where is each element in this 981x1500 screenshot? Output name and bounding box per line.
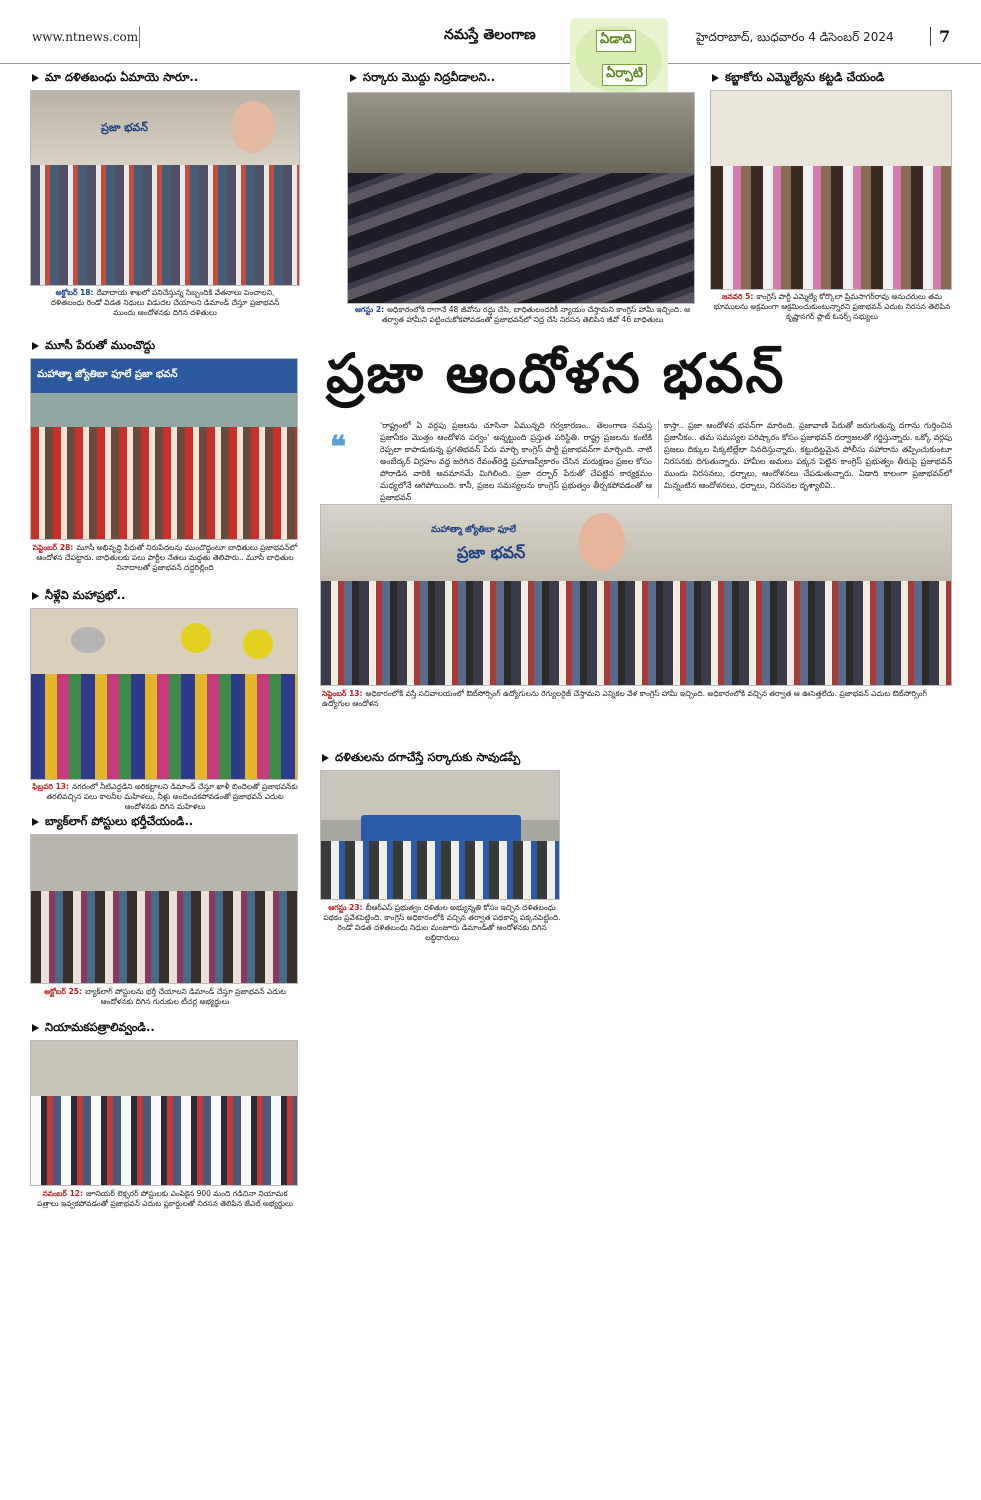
section-head-niyamaka: నియామకపత్రాలివ్వండి.. [32, 1020, 155, 1037]
page-number: 7 [930, 27, 950, 46]
column-rule [658, 420, 659, 498]
badge-line-2: ఏర్పాటి [602, 64, 647, 86]
gate-sign: మహాత్మా జ్యోతిబా ఫూలే ప్రజా భవన్ [37, 369, 178, 380]
photo-praja-bhavan-main [320, 504, 952, 686]
caption-backlog: అక్టోబర్ 25: బ్యాక్‌లాగ్ పోస్టులను భర్తీ చేయాలని డిమాండ్ చేస్తూ ప్రజాభవన్ ఎదుట ఆందోళనకు దిగిన గురుకుల టీచర్ల అభ్యర్థులు [44, 987, 286, 1006]
caption-sarkaru: ఆగస్టు 2: అధికారంలోకి రాగానే 48 జీవోను రద్దు చేసి, బాధితులందరికీ న్యాయం చేస్తామని కాంగ్రెస్ హామీ ఇచ్చింది. ఆ తర్వాత హామీని పట్టించుకోకపోవడంతో ప్రజాభవన్‌లో నిద్ర చేసి నిరసన తెలిపిన జీవో 46 బాధితులు [355, 305, 690, 324]
section-head-musi: మూసీ పేరుతో ముంచొద్దు [32, 338, 155, 355]
photo-musi [30, 358, 298, 540]
praja-bhavan-sign: ప్రజా భవన్ [457, 543, 526, 562]
badge-line-1: ఏడాది [596, 30, 636, 52]
photo-niyamaka [30, 1040, 298, 1186]
newspaper-name: నమస్తే తెలంగాణ [444, 27, 536, 43]
section-head-sarkaru: సర్కారు మొద్దు నిద్రవీడాలని.. [350, 70, 495, 87]
caption-musi: సెప్టెంబర్ 28: మూసీ అభివృద్ధి పేరుతో నిరుపేదలను ముంచొద్దంటూ బాధితులు ప్రజాభవన్‌లో ఆందోళన చేపట్టారు. బాధితులకు పలు పార్టీల నేతలు మద్దతు తెలిపారు.. మూసీ బాధితుల నినాదాలతో ప్రజాభవన్ దద్దరిల్లింది [32, 543, 298, 572]
section-head-kabza: కబ్జాకోరు ఎమ్మెల్యేను కట్టడి చేయండి [712, 70, 884, 87]
phule-sign: మహాత్మా జ్యోతిబా ఫూలే [431, 525, 516, 535]
photo-dalitulanu [320, 770, 560, 900]
praja-bhavan-sign: ప్రజా భవన్ [101, 121, 148, 134]
triangle-bullet-icon [32, 74, 39, 82]
photo-sarkaru [347, 92, 695, 304]
anniversary-badge [570, 18, 668, 100]
caption-main: సెప్టెంబర్ 13: అధికారంలోకి వస్తే సచివాలయంలో ఔట్‌సోర్సింగ్ ఉద్యోగులను రెగ్యులరైజ్ చేస్తామని ఎన్నికల వేళ కాంగ్రెస్ హామీ ఇచ్చింది. అధికారంలోకి వచ్చిన తర్వాత ఆ ఊసెత్తలేదు. ప్రజాభవన్ ఎదుట ఔట్‌సోర్సింగ్ ఉద్యోగుల ఆందోళన [322, 689, 927, 708]
caption-kabza: జనవరి 5: కాంగ్రెస్ పార్టీ ఎమ్మెల్యే కోర్కొలా ప్రేమసాగర్‌రావు అనుచరులు తమ భూములను అక్రమంగా ఆక్రమించుకుంటున్నారని ప్రజాభవన్ ఎదుట నిరసన తెలిపిన కృష్ణానగర్ ప్లాట్ ఓనర్స్ సభ్యులు [713, 292, 951, 321]
photo-dalitabandhu [30, 90, 300, 286]
site-url[interactable]: www.ntnews.com [32, 30, 139, 44]
photo-backlog [30, 834, 298, 984]
quote-mark-icon: ❝ [330, 430, 347, 465]
main-headline: ప్రజా ఆందోళన భవన్ [326, 342, 786, 405]
section-head-dalitulanu: దళితులను దగాచేస్తే సర్కారుకు సావుడప్పే [322, 750, 520, 767]
photo-kabza [710, 90, 952, 290]
caption-neellevi: ఫిబ్రవరి 13: నగరంలో నీటిఎద్దడిని అరికట్టాలని డిమాండ్ చేస్తూ ఖాళీ బిందెలతో ప్రజాభవన్‌కు తరలివచ్చిన పలు కాలనీల మహిళలు, నీళ్లు అందించకపోవడంతో ప్రజాభవన్ ఎదుట ఆందోళనకు దిగిన మహిళలు [32, 782, 298, 811]
intro-column-1: 'రాష్ట్రంలో ఏ వర్గపు ప్రజలను చూసినా ఏమున్నది గర్వకారణం.. తెలంగాణ సమస్త ప్రజానీకం మొత్తం ఆందోళన పర్వం' అన్నట్టుంది ప్రస్తుత పరిస్థితి. రాష్ట్ర ప్రజలను కంటికి రెప్పలా కాపాడుకున్న ప్రగతిభవన్ పేరు మార్చి కాంగ్రెస్ పార్టీ ప్రజాభవన్‌గా మార్చింది. నాటి అంబేద్కర్ విగ్రహం వద్ద జరిగిన రేవంత్‌రెడ్డి ప్రమాణస్వీకారం చేసిన మరుక్షణం ప్రజల కోసం పోరాడిన వారికి అవమానమే మిగిలింది. ప్రజా దర్బార్ పేరుతో చేపట్టిన కార్యక్రమం మధ్యలోనే ఆగిపోయింది. కానీ, ప్రజల సమస్యలను కాంగ్రెస్ ప్రభుత్వం తీర్చకపోవడంతో ఆ ప్రజాభవన్ [380, 421, 652, 502]
caption-dalitabandhu: అక్టోబర్ 18: దేవాదాయ శాఖలో పనిచేస్తున్న సిబ్బందికి వేతనాలు పెంచాలని, దళితబంధు రెండో విడత నిధులు విడుదల చేయాలని డిమాండ్ చేస్తూ ప్రజాభవన్ ముందు ఆందోళనకు దిగిన దళితులు [50, 288, 280, 317]
section-head-neellevi: నీళ్లేవి మహాప్రభో.. [32, 588, 125, 605]
intro-column-2: కాస్తా.. ప్రజా ఆందోళన భవన్‌గా మారింది. ప్రజావాణి పేరుతో జరుగుతున్న దగాను గుర్తించిన ప్రజానీకం.. తమ సమస్యల పరిష్కారం కోసం ప్రజాభవన్ దర్వాజలతో గర్జిస్తున్నారు. ఒక్కో వర్గపు ప్రజలు దిక్కుల పిక్కటిల్లేలా నినదిస్తున్నారు. కట్టుదిట్టమైన పోలీసు పహారాను తప్పించుకుంటూ నిరసనకు దిగుతున్నారు. హామీల అమలు పక్కన పెట్టిన కాంగ్రెస్ ప్రభుత్వం తీరుపై ప్రజాభవన్ ముందు నిరసనలు, ధర్నాలు, ఆందోళనలు చేపడుతున్నారు. ఏడాది కాలంగా ప్రజాభవన్‌లో మిన్నంటిన ఆందోళనలు, ధర్నాలు, నిరసనల దృశ్యాలివి.. [664, 421, 952, 490]
caption-dalitulanu: ఆగస్టు 23: బీఆర్‌ఎస్ ప్రభుత్వం దళితుల అభ్యున్నతి కోసం ఇచ్చిన దళితబంధు పథకం ప్రవేశపెట్టింది. కాంగ్రెస్ అధికారంలోకి వచ్చిన తర్వాత పథకాన్ని పక్కనపెట్టింది. రెండో విడత దళితబంధు నిధుల మంజూరు డిమాండ్‌తో ఆందోళనకు దిగిన లబ్ధిదారులు [323, 903, 561, 942]
edition-date: హైదరాబాద్, బుధవారం 4 డిసెంబర్ 2024 [696, 30, 894, 44]
section-head-dalitabandhu: మా దళితబంధు ఏమాయె సారూ.. [32, 70, 198, 87]
caption-niyamaka: నవంబర్ 12: జూనియర్ లెక్చరర్ పోస్టులకు ఎంపికైన 900 మంది గడిచినా నియామక పత్రాలు ఇవ్వకపోవడంతో ప్రజాభవన్ ఎదుట ప్లకార్డులతో నిరసన తెలిపిన జేఎల్ అభ్యర్థులు [37, 1189, 293, 1208]
masthead [0, 0, 981, 64]
divider [139, 26, 140, 48]
photo-neellevi [30, 608, 298, 780]
section-head-backlog: బ్యాక్‌లాగ్ పోస్టులు భర్తీచేయండి.. [32, 814, 193, 831]
